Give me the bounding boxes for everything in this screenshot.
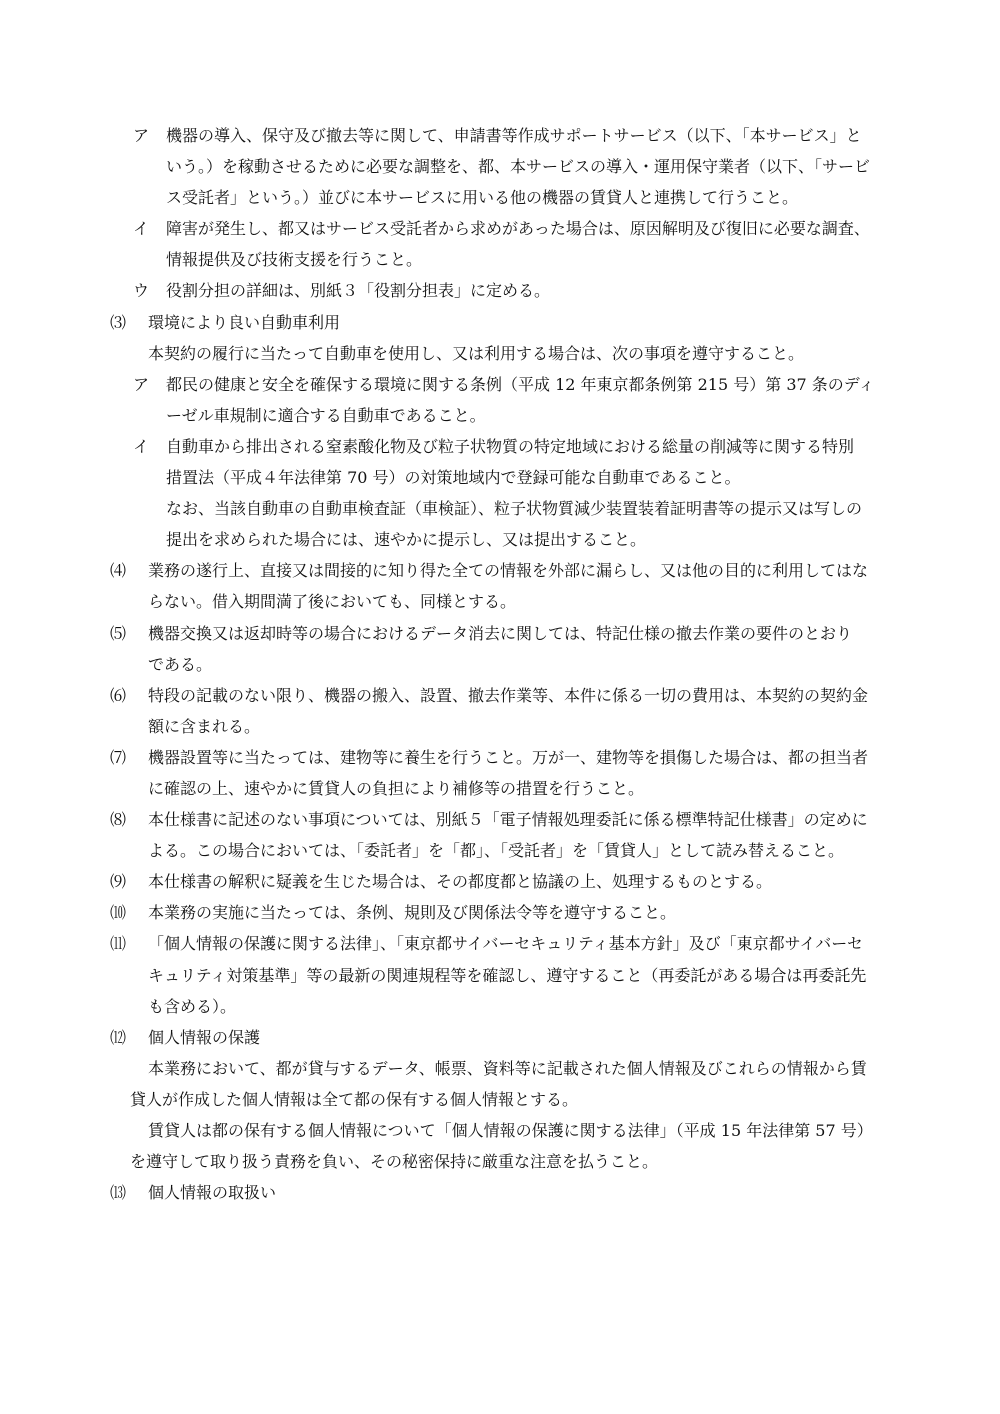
document-line [0,400,1000,431]
line-text: 措置法（平成４年法律第 70 号）の対策地域内で登録可能な自動車であること。 [166,468,741,488]
document-line [0,742,1000,773]
document-line [0,1146,1000,1177]
document-line [0,711,1000,742]
item-marker: ア [133,374,150,394]
document-line [0,182,1000,213]
line-text: 機器の導入、保守及び撤去等に関して、申請書等作成サポートサービス（以下、「本サービス」と [166,126,862,145]
line-text: に確認の上、速やかに賃貸人の負担により補修等の措置を行うこと。 [148,778,645,798]
document-line [0,555,1000,586]
item-marker: ⑽ [110,903,127,923]
line-text: 個人情報の取扱い [148,1183,277,1203]
document-line [0,524,1000,555]
document-line [0,369,1000,400]
document-line [0,338,1000,369]
item-marker: イ [133,219,150,239]
line-text: 本仕様書に記述のない事項については、別紙５「電子情報処理委託に係る標準特記仕様書」の定めに [148,810,868,830]
line-text: らない。借入期間満了後においても、同様とする。 [148,592,517,612]
item-marker: ⑿ [110,1027,127,1047]
line-text: 額に含まれる。 [148,716,261,736]
item-marker: ⑷ [110,561,127,581]
document-line [0,493,1000,524]
line-text: なお、当該自動車の自動車検査証（車検証）、粒子状物質減少装置装着証明書等の提示又は写しの [166,499,863,519]
line-text: よる。この場合においては、「委託者」を「都」、「受託者」を「賃貸人」として読み替えること。 [148,841,845,861]
document-line [0,213,1000,244]
document-line [0,1053,1000,1084]
document-line [0,928,1000,959]
line-text: キュリティ対策基準」等の最新の関連規程等を確認し、遵守すること（再委託がある場合は再委託先 [148,965,867,985]
document-line [0,680,1000,711]
document-line [0,275,1000,306]
document-body [0,120,1000,1208]
line-text: 業務の遂行上、直接又は間接的に知り得た全ての情報を外部に漏らし、又は他の目的に利用してはな [148,561,869,581]
document-line [0,1022,1000,1053]
document-line [0,866,1000,897]
item-marker: ウ [133,281,150,301]
line-text: ス受託者」という。）並びに本サービスに用いる他の機器の賃貸人と連携して行うこと。 [166,188,799,208]
line-text: 本業務の実施に当たっては、条例、規則及び関係法令等を遵守すること。 [148,903,677,923]
document-line [0,991,1000,1022]
document-line [0,618,1000,649]
item-marker: ⑻ [110,810,127,830]
line-text: 賃貸人は都の保有する個人情報について「個人情報の保護に関する法律」（平成 15 年法律第 57 号） [148,1121,873,1140]
line-text: ーゼル車規制に適合する自動車であること。 [166,405,486,425]
line-text: 個人情報の保護 [148,1027,261,1047]
line-text: 環境により良い自動車利用 [148,312,341,332]
document-line [0,773,1000,804]
document-line [0,1115,1000,1146]
item-marker: イ [133,436,150,456]
document-line [0,835,1000,866]
line-text: 機器交換又は返却時等の場合におけるデータ消去に関しては、特記仕様の撤去作業の要件のとおり [148,623,853,643]
document-line [0,244,1000,275]
document-line [0,120,1000,151]
document-line [0,462,1000,493]
item-marker: ⑶ [110,312,127,332]
document-line [0,586,1000,617]
document-line [0,431,1000,462]
line-text: 本仕様書の解釈に疑義を生じた場合は、その都度都と協議の上、処理するものとする。 [148,872,773,892]
item-marker: ⑼ [110,872,127,892]
document-line [0,804,1000,835]
line-text: も含める）。 [148,996,237,1016]
document-line [0,1177,1000,1208]
document-line [0,960,1000,991]
item-marker: ⒀ [110,1183,127,1203]
line-text: を遵守して取り扱う責務を負い、その秘密保持に厳重な注意を払うこと。 [130,1152,659,1172]
line-text: 提出を求められた場合には、速やかに提示し、又は提出すること。 [166,530,647,550]
line-text: 本業務において、都が貸与するデータ、帳票、資料等に記載された個人情報及びこれらの情報から賃 [148,1058,867,1078]
item-marker: ⑾ [110,934,127,954]
document-line [0,307,1000,338]
line-text: 都民の健康と安全を確保する環境に関する条例（平成 12 年東京都条例第 215 号）第 37 条のディ [166,374,875,394]
item-marker: ⑺ [110,747,127,767]
document-line [0,151,1000,182]
line-text: 情報提供及び技術支援を行うこと。 [166,250,423,270]
line-text: 本契約の履行に当たって自動車を使用し、又は利用する場合は、次の事項を遵守すること。 [148,343,805,363]
document-line [0,649,1000,680]
item-marker: ア [133,126,150,145]
line-text: 貸人が作成した個人情報は全て都の保有する個人情報とする。 [130,1089,579,1109]
document-line [0,897,1000,928]
item-marker: ⑹ [110,685,127,705]
line-text: である。 [148,654,213,674]
line-text: 「個人情報の保護に関する法律」、「東京都サイバーセキュリティ基本方針」及び「東京都サイバーセ [148,934,863,954]
line-text: 機器設置等に当たっては、建物等に養生を行うこと。万が一、建物等を損傷した場合は、都の担当者 [148,747,869,767]
line-text: 役割分担の詳細は、別紙３「役割分担表」に定める。 [166,281,551,301]
item-marker: ⑸ [110,623,127,643]
line-text: 障害が発生し、都又はサービス受託者から求めがあった場合は、原因解明及び復旧に必要な調査、 [166,219,870,239]
line-text: いう。）を稼動させるために必要な調整を、都、本サービスの導入・運用保守業者（以下、「サービ [166,157,871,177]
line-text: 特段の記載のない限り、機器の搬入、設置、撤去作業等、本件に係る一切の費用は、本契約の契約金 [148,685,869,705]
line-text: 自動車から排出される窒素酸化物及び粒子状物質の特定地域における総量の削減等に関する特別 [166,436,855,456]
document-line [0,1084,1000,1115]
